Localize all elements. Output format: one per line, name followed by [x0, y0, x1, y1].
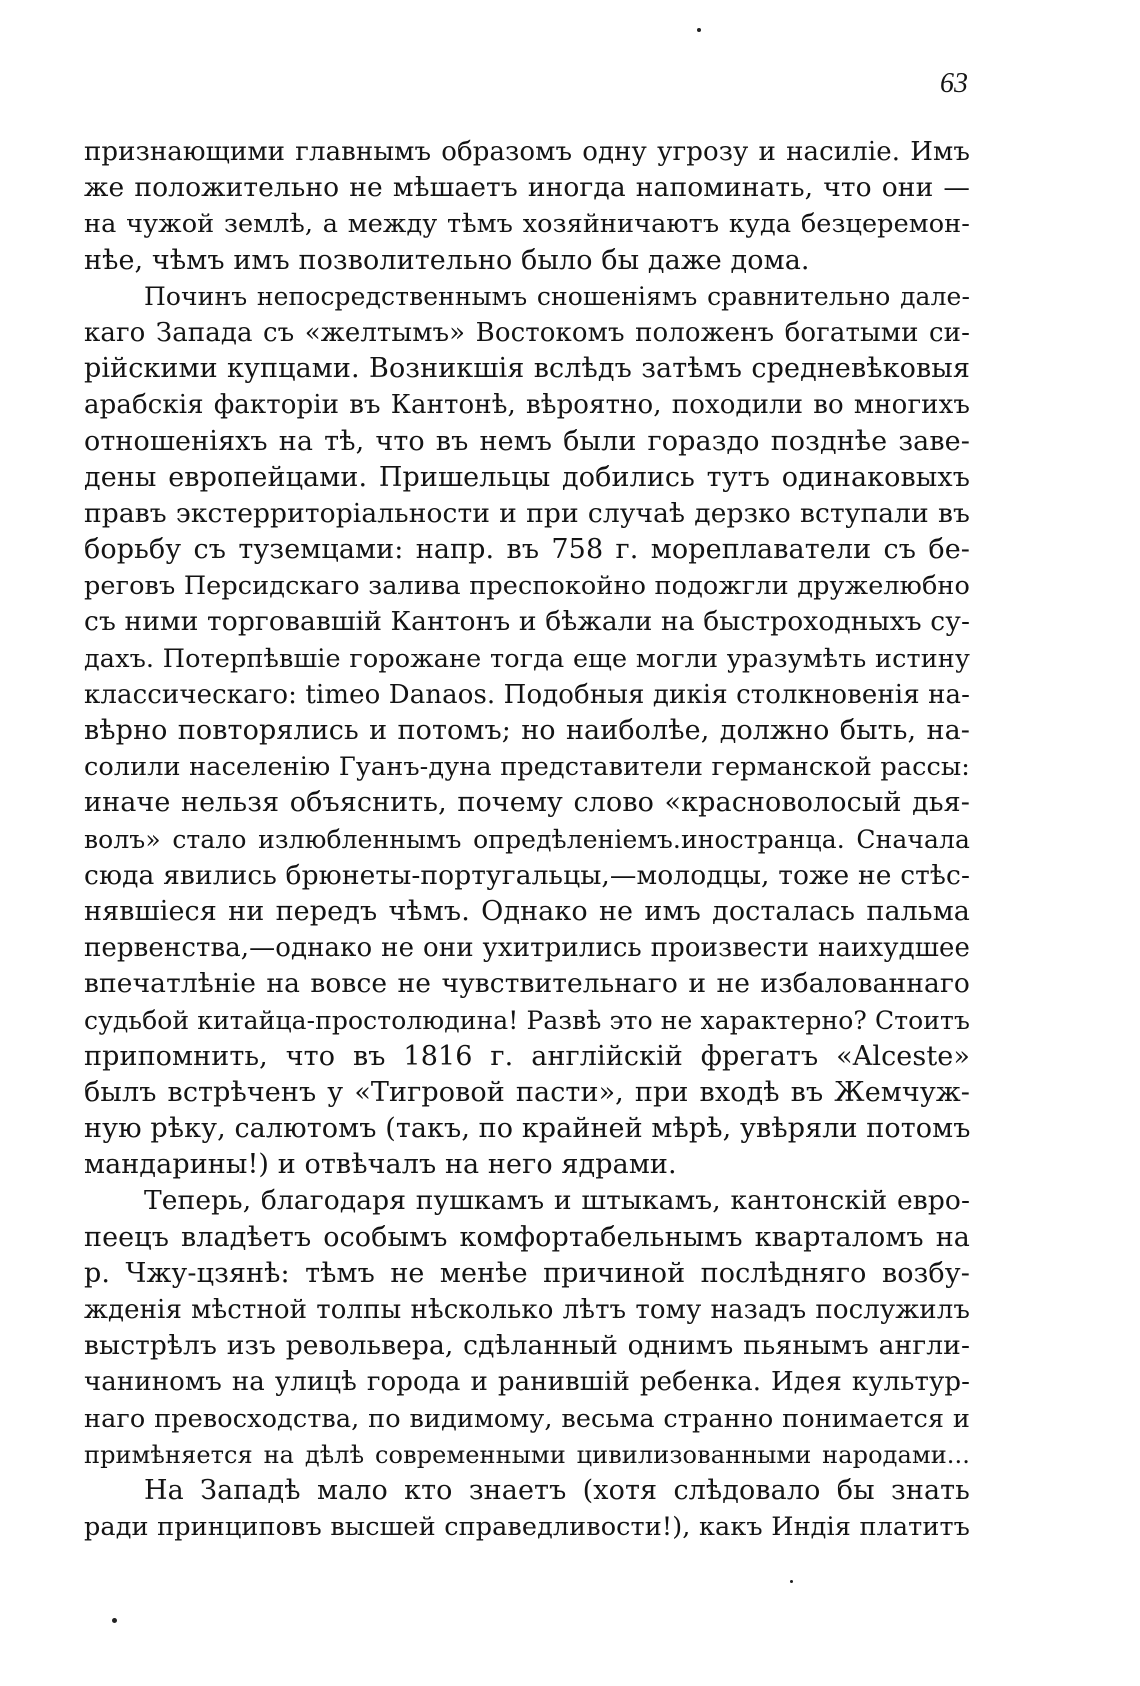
- text-line: жденія мѣстной толпы нѣсколько лѣтъ тому назадъ послужилъ: [84, 1295, 970, 1325]
- text-line: солили населенію Гуанъ-дуна представители германской рассы:: [84, 752, 970, 783]
- text-line: реговъ Персидскаго залива преспокойно подожгли дружелюбно: [84, 571, 970, 602]
- text-line: первенства,—однако не они ухитрились произвести наихудшее: [84, 933, 970, 964]
- body-text: [84, 134, 970, 1545]
- text-line: сюда явились брюнеты-португальцы,—молодцы, тоже не стѣс-: [84, 859, 970, 891]
- text-line: примѣняется на дѣлѣ современными цивилизованными народами...: [84, 1440, 970, 1469]
- paragraph-first-line: Теперь, благодаря пушкамъ и штыкамъ, кантонскій евро-: [144, 1185, 970, 1217]
- text-line: пеецъ владѣетъ особымъ комфортабельнымъ кварталомъ на: [84, 1221, 970, 1253]
- text-line: съ ними торговавшій Кантонъ и бѣжали на быстроходныхъ су-: [84, 606, 970, 638]
- text-line: впечатлѣніе на вовсе не чувствительнаго и не избалованнаго: [84, 968, 970, 1000]
- text-line: выстрѣлъ изъ револьвера, сдѣланный однимъ пьянымъ англи-: [84, 1330, 970, 1362]
- text-line: иначе нельзя объяснить, почему слово «красноволосый дья-: [84, 787, 970, 819]
- text-line: припомнить, что въ 1816 г. англійскій фрегатъ «Alceste»: [84, 1040, 970, 1072]
- text-line: дены европейцами. Пришельцы добились тутъ одинаковыхъ: [84, 461, 970, 493]
- text-line: наго превосходства, по видимому, весьма странно понимается и: [84, 1403, 970, 1434]
- text-line: на чужой землѣ, а между тѣмъ хозяйничаютъ куда безцеремон-: [84, 209, 970, 240]
- scan-speck: [112, 1618, 117, 1623]
- text-line: арабскія факторіи въ Кантонѣ, вѣроятно, походили во многихъ: [84, 390, 970, 421]
- page-number: 63: [940, 68, 968, 99]
- paragraph-first-line: Починъ непосредственнымъ сношеніямъ сравнительно дале-: [144, 281, 970, 311]
- text-line: ради принциповъ высшей справедливости!), какъ Индія платитъ: [84, 1512, 970, 1543]
- text-line: мандарины!) и отвѣчалъ на него ядрами.: [84, 1149, 677, 1181]
- text-line: правъ экстерриторіальности и при случаѣ дерзко вступали въ: [84, 497, 970, 529]
- scan-speck: [697, 28, 701, 32]
- text-line: р. Чжу-цзянѣ: тѣмъ не менѣе причиной послѣдняго возбу-: [84, 1257, 970, 1289]
- paragraph-first-line: На Западѣ мало кто знаетъ (хотя слѣдовало бы знать: [144, 1474, 970, 1506]
- text-line: дахъ. Потерпѣвшіе горожане тогда еще могли уразумѣть истину: [84, 643, 970, 674]
- text-line: волъ» стало излюбленнымъ опредѣленіемъ.иностранца. Сначала: [84, 824, 970, 854]
- text-line: нявшіеся ни передъ чѣмъ. Однако не имъ досталась пальма: [84, 895, 970, 927]
- text-line: классическаго: timeo Danaos. Подобныя дикія столкновенія на-: [84, 679, 970, 710]
- text-line: чаниномъ на улицѣ города и ранившій ребенка. Идея культур-: [84, 1367, 970, 1398]
- text-line: вѣрно повторялись и потомъ; но наиболѣе, должно быть, на-: [84, 715, 970, 746]
- text-line: признающими главнымъ образомъ одну угрозу и насиліе. Имъ: [84, 137, 970, 167]
- text-line: судьбой китайца-простолюдина! Развѣ это не характерно? Стоитъ: [84, 1005, 970, 1035]
- text-line: борьбу съ туземцами: напр. въ 758 г. мореплаватели съ бе-: [84, 534, 970, 566]
- text-line: нѣе, чѣмъ имъ позволительно было бы даже дома.: [84, 244, 810, 276]
- text-line: же положительно не мѣшаетъ иногда напоминать, что они —: [84, 172, 970, 204]
- text-line: ную рѣку, салютомъ (такъ, по крайней мѣрѣ, увѣряли потомъ: [84, 1113, 971, 1145]
- text-line: рійскими купцами. Возникшія вслѣдъ затѣмъ средневѣковыя: [84, 353, 970, 385]
- scan-speck: [790, 1580, 793, 1583]
- text-line: каго Запада съ «желтымъ» Востокомъ положенъ богатыми си-: [84, 317, 970, 348]
- text-line: былъ встрѣченъ у «Тигровой пасти», при входѣ въ Жемчуж-: [84, 1076, 970, 1108]
- text-line: отношеніяхъ на тѣ, что въ немъ были гораздо позднѣе заве-: [84, 425, 970, 457]
